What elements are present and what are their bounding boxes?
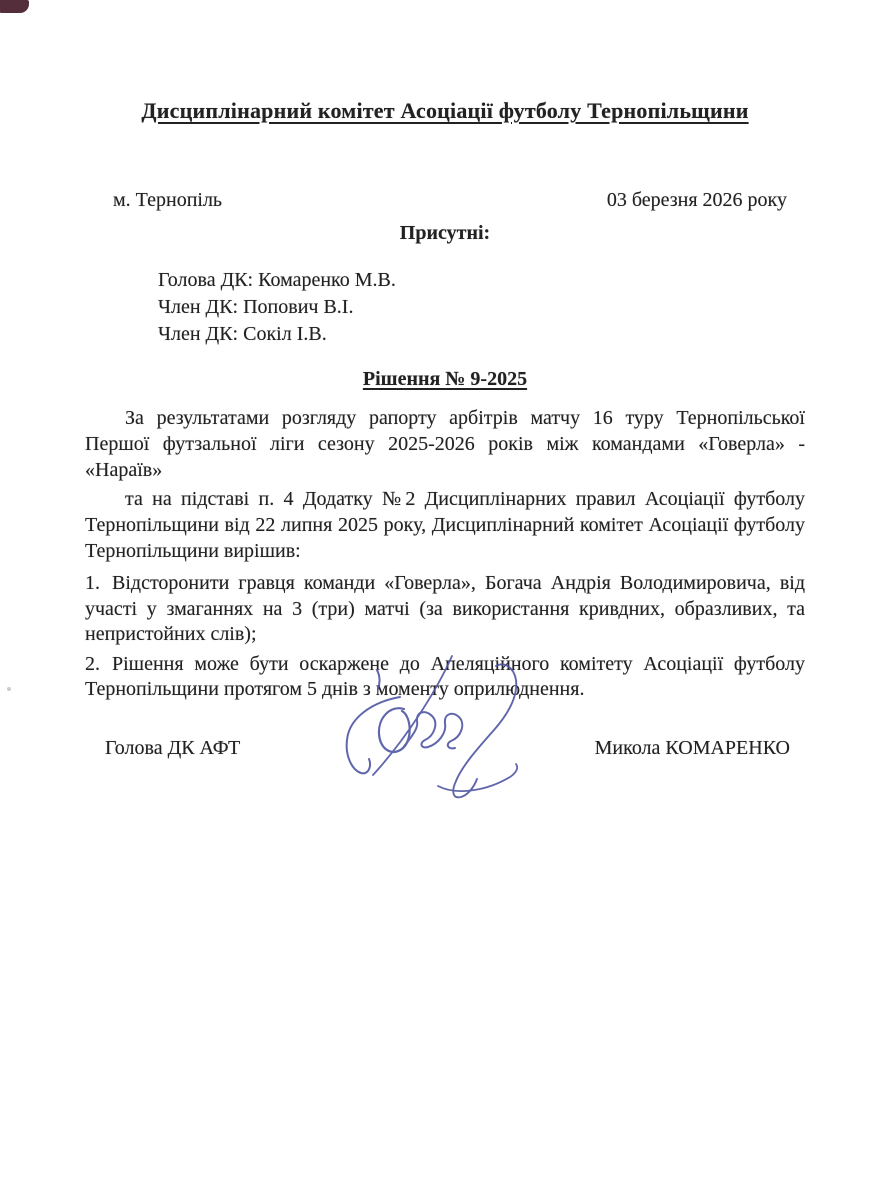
item-2-text: Рішення може бути оскаржене до Апеляційного комітету Асоціації футболу Тернопільщини протягом 5 днів з моменту оприлюднення. [85,652,805,700]
item-1-text: Відсторонити гравця команди «Говерла», Богача Андрія Володимировича, від участі у змаганнях на 3 (три) матчі (за використання кривдних, образливих, та непристойних слів); [85,572,805,645]
scan-corner-stain [0,0,29,13]
handwritten-signature [330,648,545,808]
document-title: Дисциплінарний комітет Асоціації футболу Тернопільщини [141,98,749,123]
present-heading: Присутні: [399,222,491,244]
signatory-name: Микола КОМАРЕНКО [594,736,790,759]
date-label: 03 березня 2026 року [606,189,787,211]
member-item-popovych: Член ДК: Попович В.І. [158,296,354,318]
preamble-paragraph-1: За результатами розгляду рапорту арбітрів матчу 16 туру Тернопільської Першої футзальної ліги сезону 2025-2026 років між командами «Говерла» - «Нараїв» [85,407,805,481]
meta-row [85,187,805,213]
member-item-sokil: Член ДК: Сокіл І.В. [158,323,327,345]
city-label: м. Тернопіль [113,189,223,211]
item-1-number: 1. [85,572,100,594]
preamble-paragraph-2: та на підставі п. 4 Додатку №2 Дисциплінарних правил Асоціації футболу Тернопільщини від 22 липня 2025 року, Дисциплінарний комітет Асоціації футболу Тернопільщини вирішив: [85,488,805,562]
paper-speck [7,687,11,691]
decision-item-1 [85,571,805,648]
item-2-number: 2. [85,652,100,675]
member-list [158,267,805,348]
decision-heading: Рішення № 9-2025 [362,368,528,390]
signatory-position: Голова ДК АФТ [105,736,241,759]
member-item-chairman: Голова ДК: Комаренко М.В. [158,269,396,291]
